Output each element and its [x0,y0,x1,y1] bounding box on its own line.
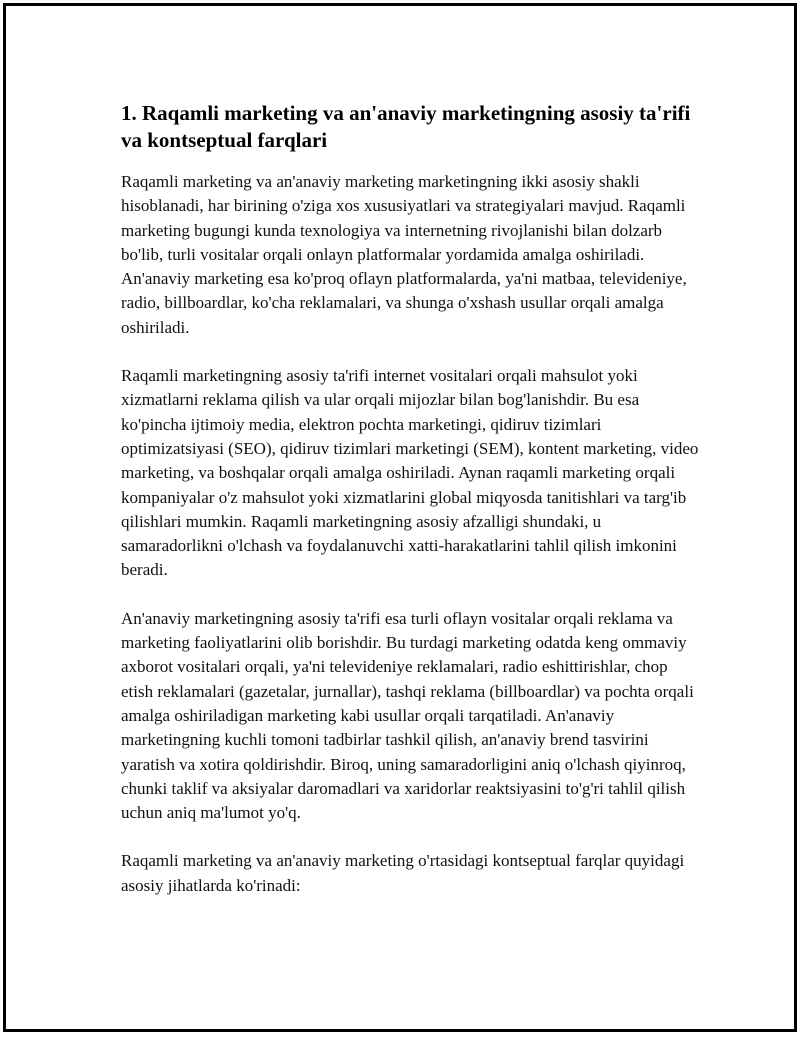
paragraph-3: An'anaviy marketingning asosiy ta'rifi esa turli oflayn vositalar orqali reklama va marketing faoliyatlarini olib borishdir. Bu turdagi marketing odatda keng ommaviy axborot vositalari orqali, ya'ni televideniye reklamalari, radio eshittirishlar, chop etish reklamalari (gazetalar, jurnallar), tashqi reklama (billboardlar) va pochta orqali amalga oshiriladigan marketing kabi usullar orqali tarqatiladi. An'anaviy marketingning kuchli tomoni tadbirlar tashkil qilish, an'anaviy brend tasvirini yaratish va xotira qoldirishdir. Biroq, uning samaradorligini aniq o'lchash qiyinroq, chunki taklif va aksiyalar daromadlari va xaridorlar reaktsiyasini to'g'ri tahlil qilish uchun aniq ma'lumot yo'q. [121,608,694,823]
document-page [3,3,797,1032]
paragraph-1: Raqamli marketing va an'anaviy marketing marketingning ikki asosiy shakli hisoblanadi, har birining o'ziga xos xususiyatlari va strategiyalari mavjud. Raqamli marketing bugungi kunda texnologiya va internetning rivojlanishi bilan dolzarb bo'lib, turli vositalar orqali onlayn platformalar yordamida amalga oshiriladi. An'anaviy marketing esa ko'proq oflayn platformalarda, ya'ni matbaa, televideniye, radio, billboardlar, ko'cha reklamalari, va shunga o'xshash usullar orqali amalga oshiriladi. [121,172,687,337]
section-heading: 1. Raqamli marketing va an'anaviy marketingning asosiy ta'rifi va kontseptual farqlari [121,101,691,152]
paragraph-4: Raqamli marketing va an'anaviy marketing o'rtasidagi kontseptual farqlar quyidagi asosiy jihatlarda ko'rinadi: [121,851,685,895]
document-body [121,100,701,922]
paragraph-2: Raqamli marketingning asosiy ta'rifi internet vositalari orqali mahsulot yoki xizmatlarni reklama qilish va ular orqali mijozlar bilan bog'lanishdir. Bu esa ko'pincha ijtimoiy media, elektron pochta marketingi, qidiruv tizimlari optimizatsiyasi (SEO), qidiruv tizimlari marketingi (SEM), kontent marketing, video marketing, va boshqalar orqali amalga oshiriladi. Aynan raqamli marketing orqali kompaniyalar o'z mahsulot yoki xizmatlarini global miqyosda tanitishlari va targ'ib qilishlari mumkin. Raqamli marketingning asosiy afzalligi shundaki, u samaradorlikni o'lchash va foydalanuvchi xatti-harakatlarini tahlil qilish imkonini beradi. [121,366,699,580]
